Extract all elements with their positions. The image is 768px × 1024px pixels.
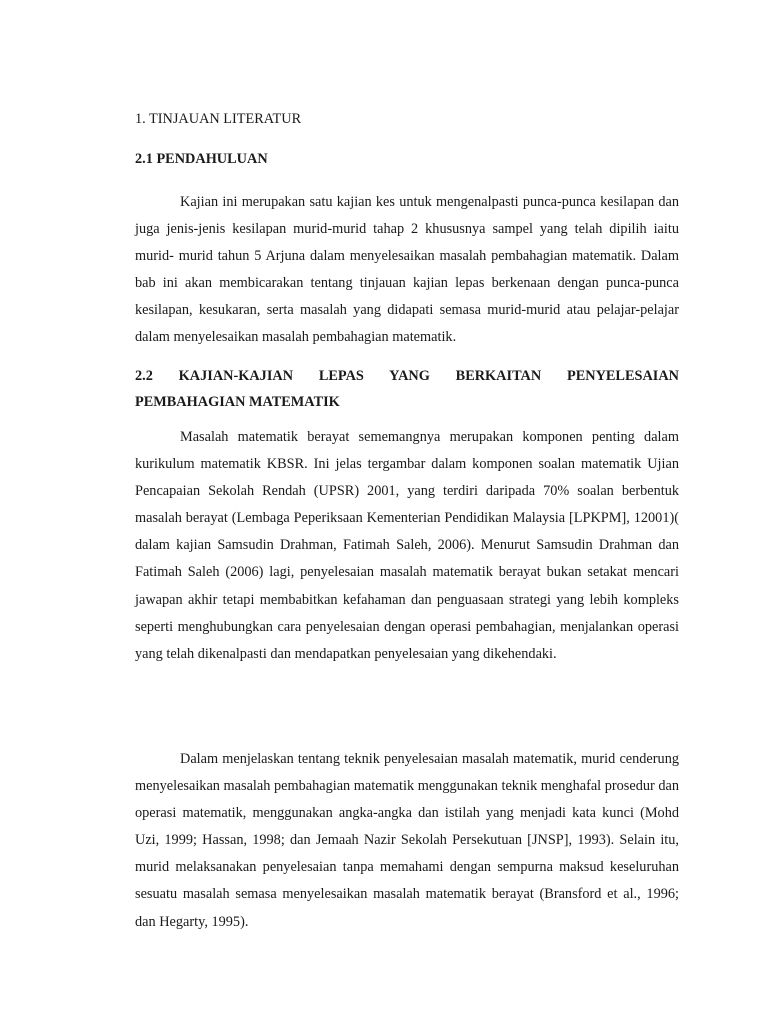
section-title: 1. TINJAUAN LITERATUR <box>135 111 302 127</box>
paragraph-pendahuluan: Kajian ini merupakan satu kajian kes untuk mengenalpasti punca-punca kesilapan dan juga jenis-jenis kesilapan murid-murid tahap 2 khususnya sampel yang telah dipilih iaitu murid- murid tahun 5 Arjuna dalam menyelesaikan masalah pembahagian matematik. Dalam bab ini akan membicarakan tentang tinjauan kajian lepas berkenaan dengan punca-punca kesilapan, kesukaran, serta masalah yang didapati semasa murid-murid atau pelajar-pelajar dalam menyelesaikan masalah pembahagian matematik. <box>135 194 679 346</box>
subsection-title-line-2: PEMBAHAGIAN MATEMATIK <box>135 394 340 410</box>
subsection-title-line-1: 2.2 KAJIAN-KAJIAN LEPAS YANG BERKAITAN PENYELESAIAN <box>135 368 679 384</box>
paragraph-teknik-penyelesaian: Dalam menjelaskan tentang teknik penyelesaian masalah matematik, murid cenderung menyelesaikan masalah pembahagian matematik menggunakan teknik menghafal prosedur dan operasi matematik, menggunakan angka-angka dan istilah yang menjadi kata kunci (Mohd Uzi, 1999; Hassan, 1998; dan Jemaah Nazir Sekolah Persekutuan [JNSP], 1993). Selain itu, murid melaksanakan penyelesaian tanpa memahami dengan sempurna maksud keseluruhan sesuatu masalah semasa menyelesaikan masalah matematik berayat (Bransford et al., 1996; dan Hegarty, 1995). <box>135 751 679 930</box>
subsection-title-kajian-lepas <box>135 363 679 415</box>
subsection-title-pendahuluan: 2.1 PENDAHULUAN <box>135 151 268 167</box>
paragraph-masalah-berayat: Masalah matematik berayat sememangnya merupakan komponen penting dalam kurikulum matematik KBSR. Ini jelas tergambar dalam komponen soalan matematik Ujian Pencapaian Sekolah Rendah (UPSR) 2001, yang terdiri daripada 70% soalan berbentuk masalah berayat (Lembaga Peperiksaan Kementerian Pendidikan Malaysia [LPKPM], 12001)( dalam kajian Samsudin Drahman, Fatimah Saleh, 2006). Menurut Samsudin Drahman dan Fatimah Saleh (2006) lagi, penyelesaian masalah matematik berayat bukan setakat mencari jawapan akhir tetapi membabitkan kefahaman dan penguasaan strategi yang lebih kompleks seperti menghubungkan cara penyelesaian dengan operasi pembahagian, menjalankan operasi yang telah dikenalpasti dan mendapatkan penyelesaian yang dikehendaki. <box>135 429 679 662</box>
